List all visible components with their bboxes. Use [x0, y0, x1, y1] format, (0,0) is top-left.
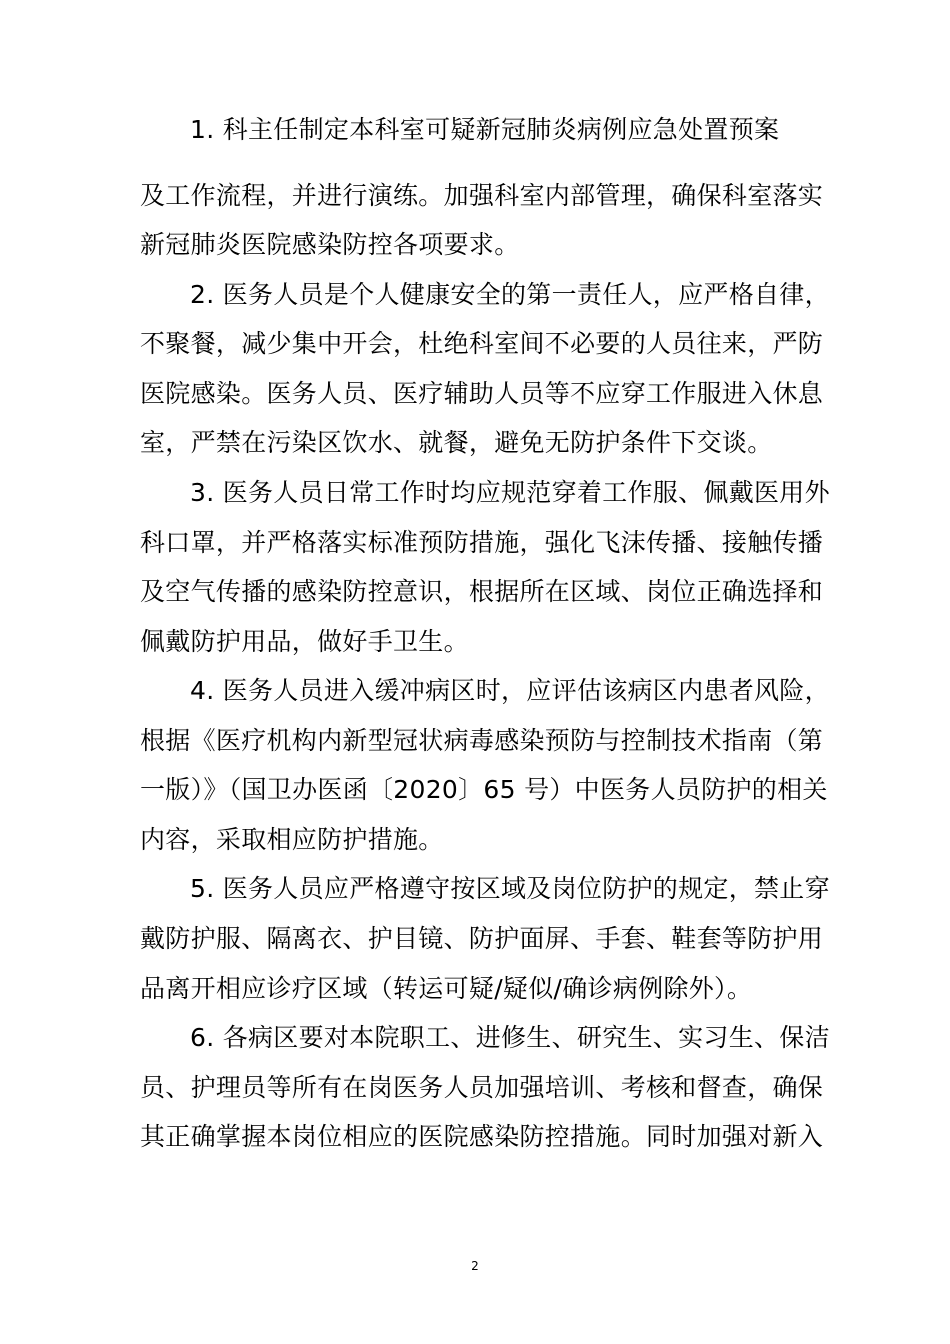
- text-line: 科口罩，并严格落实标准预防措施，强化飞沫传播、接触传播: [140, 528, 824, 557]
- text-line: 及工作流程，并进行演练。加强科室内部管理，确保科室落实: [140, 181, 824, 210]
- text-line: 新冠肺炎医院感染防控各项要求。: [140, 230, 520, 259]
- text-line: 2. 医务人员是个人健康安全的第一责任人，应严格自律，: [190, 280, 830, 309]
- text-line: 4. 医务人员进入缓冲病区时，应评估该病区内患者风险，: [190, 676, 830, 705]
- page-number: 2: [471, 1259, 479, 1273]
- text-line: 6. 各病区要对本院职工、进修生、研究生、实习生、保洁: [190, 1023, 830, 1052]
- text-line: 其正确掌握本岗位相应的医院感染防控措施。同时加强对新入: [140, 1122, 824, 1151]
- text-line: 戴防护服、隔离衣、护目镜、防护面屏、手套、鞋套等防护用: [140, 924, 824, 953]
- text-line: 医院感染。医务人员、医疗辅助人员等不应穿工作服进入休息: [140, 379, 824, 408]
- text-line: 一版）》（国卫办医函〔2020〕65 号）中医务人员防护的相关: [140, 775, 828, 804]
- text-line: 品离开相应诊疗区域（转运可疑/疑似/确诊病例除外）。: [140, 974, 753, 1003]
- text-line: 1. 科主任制定本科室可疑新冠肺炎病例应急处置预案: [190, 115, 780, 144]
- text-line: 室，严禁在污染区饮水、就餐，避免无防护条件下交谈。: [140, 428, 773, 457]
- text-line: 内容，采取相应防护措施。: [140, 825, 444, 854]
- text-line: 及空气传播的感染防控意识，根据所在区域、岗位正确选择和: [140, 577, 824, 606]
- text-line: 根据《医疗机构内新型冠状病毒感染预防与控制技术指南（第: [140, 726, 824, 755]
- text-line: 员、护理员等所有在岗医务人员加强培训、考核和督查，确保: [140, 1073, 824, 1102]
- text-line: 不聚餐，减少集中开会，杜绝科室间不必要的人员往来，严防: [140, 329, 824, 358]
- text-line: 5. 医务人员应严格遵守按区域及岗位防护的规定，禁止穿: [190, 874, 830, 903]
- text-line: 佩戴防护用品，做好手卫生。: [140, 627, 469, 656]
- text-line: 3. 医务人员日常工作时均应规范穿着工作服、佩戴医用外: [190, 478, 830, 507]
